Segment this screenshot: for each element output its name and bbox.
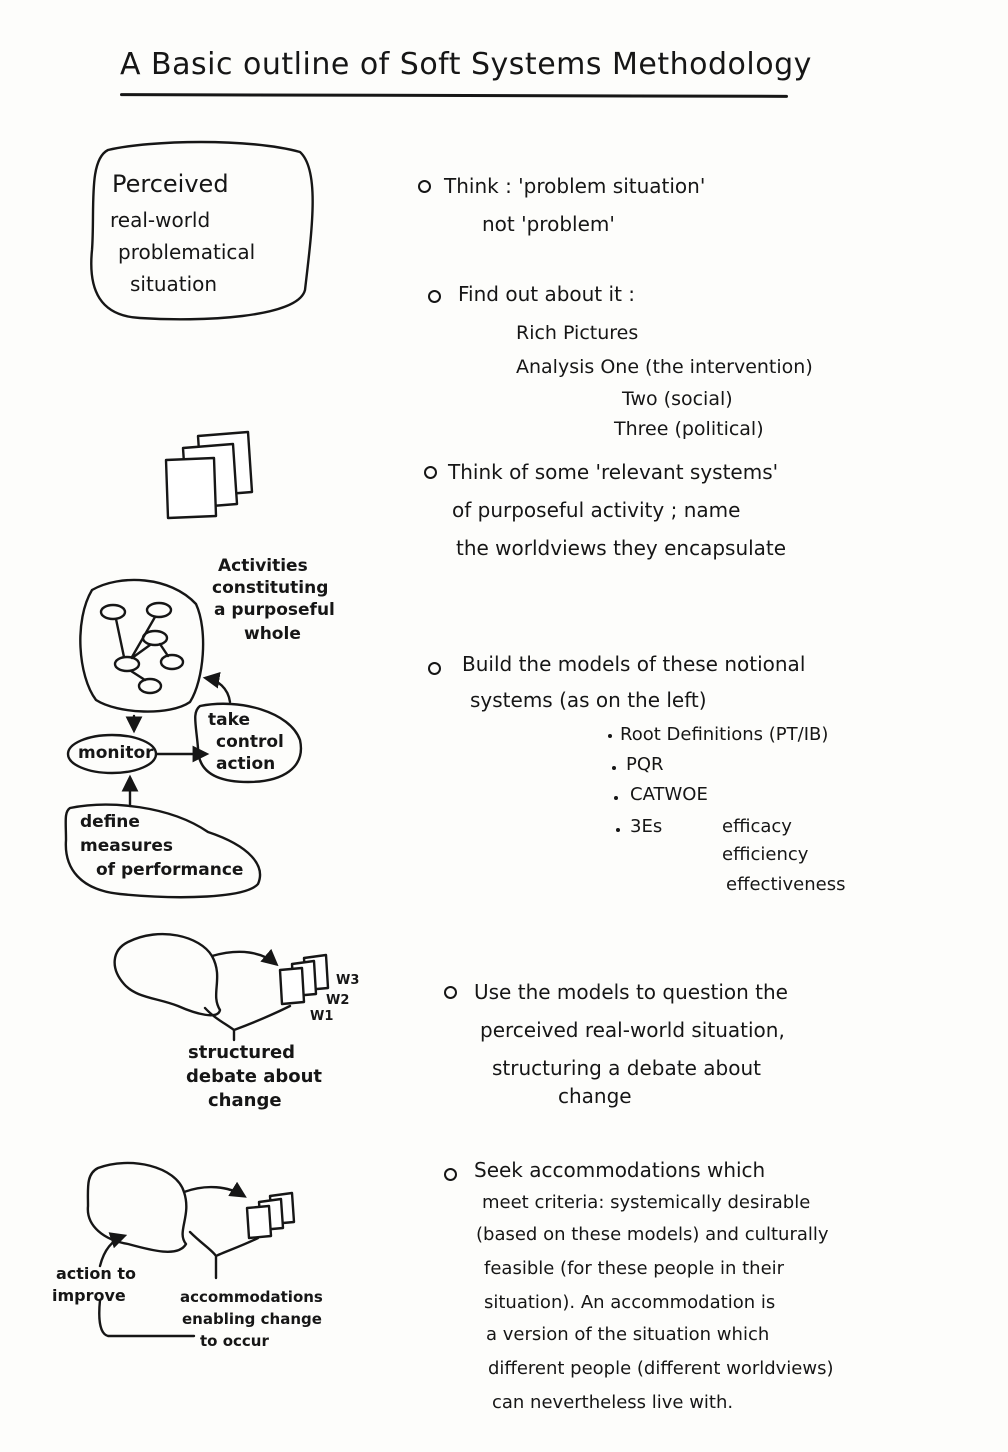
step4-line-2: systems (as on the left) — [470, 688, 707, 712]
step2-heading: Find out about it : — [458, 282, 636, 306]
step3-bullet — [424, 466, 437, 479]
step6-line-5: situation). An accommodation is — [484, 1292, 776, 1313]
step2-bullet — [428, 290, 441, 303]
action-caption-1: action to — [56, 1264, 137, 1283]
define-measures-label-2: measures — [80, 836, 173, 856]
action-caption-2: improve — [52, 1286, 126, 1305]
accommodation-models-pages-icon — [247, 1193, 294, 1238]
activities-caption-3: a purposeful — [214, 600, 335, 620]
step4-line-1: Build the models of these notional — [462, 652, 806, 676]
debate-caption-1: structured — [188, 1042, 296, 1063]
step4-dot-2 — [612, 766, 616, 770]
step2-item-rich-pictures: Rich Pictures — [516, 322, 639, 344]
step4-dot-1 — [608, 734, 612, 738]
situation-label-3: problematical — [118, 240, 256, 264]
page-title: A Basic outline of Soft Systems Methodology — [120, 47, 812, 82]
step4-bullet — [428, 662, 441, 675]
accommodation-situation-blob — [88, 1163, 186, 1252]
situation-label-4: situation — [130, 272, 218, 296]
step4-item-pqr: PQR — [626, 754, 664, 775]
step3-line-2: of purposeful activity ; name — [452, 498, 741, 522]
step6-line-6: a version of the situation which — [486, 1324, 770, 1345]
debate-situation-blob — [115, 934, 220, 1015]
step6-line-4: feasible (for these people in their — [484, 1258, 785, 1279]
step1-bullet — [418, 180, 431, 193]
accommodations-caption-1: accommodations — [180, 1288, 323, 1306]
step6-line-1: Seek accommodations which — [474, 1158, 766, 1182]
accommodations-caption-3: to occur — [200, 1332, 269, 1350]
step4-item-catwoe: CATWOE — [630, 784, 708, 805]
define-measures-label-3: of performance — [96, 860, 244, 880]
activities-caption-2: constituting — [212, 578, 329, 598]
step6-line-7: different people (different worldviews) — [488, 1358, 834, 1379]
step1-line-1: Think : 'problem situation' — [444, 174, 706, 198]
step1-line-2: not 'problem' — [482, 212, 615, 236]
step4-3es-efficacy: efficacy — [722, 816, 792, 837]
relevant-systems-pages-icon — [166, 432, 252, 518]
accommodations-caption-2: enabling change — [182, 1310, 322, 1328]
step2-item-two: Two (social) — [622, 388, 733, 410]
take-control-label-1: take — [208, 710, 250, 730]
step4-item-3es: 3Es — [630, 816, 663, 837]
activities-caption-4: whole — [244, 624, 301, 644]
step5-line-3: structuring a debate about — [492, 1056, 761, 1080]
step2-item-analysis-one: Analysis One (the intervention) — [516, 356, 813, 378]
situation-label-2: real-world — [110, 208, 211, 232]
step3-line-1: Think of some 'relevant systems' — [448, 460, 779, 484]
step5-line-4: change — [558, 1084, 632, 1108]
debate-caption-3: change — [208, 1090, 282, 1111]
activity-nodes-icon — [101, 603, 183, 693]
worldview-label-w3: W3 — [336, 973, 360, 988]
step4-dot-3 — [614, 796, 618, 800]
step6-line-3: (based on these models) and culturally — [476, 1224, 829, 1245]
step5-line-2: perceived real-world situation, — [480, 1018, 785, 1042]
step6-line-8: can nevertheless live with. — [492, 1392, 734, 1413]
take-control-label-2: control — [216, 732, 284, 752]
monitor-label: monitor — [78, 743, 154, 763]
step5-bullet — [444, 986, 457, 999]
worldview-label-w2: W2 — [326, 993, 350, 1008]
step4-item-root-definitions: Root Definitions (PT/IB) — [620, 724, 829, 745]
step6-bullet — [444, 1168, 457, 1181]
step4-dot-4 — [616, 828, 620, 832]
situation-label-1: Perceived — [112, 170, 229, 198]
step4-3es-effectiveness: effectiveness — [726, 874, 846, 895]
take-control-label-3: action — [216, 754, 276, 774]
step5-line-1: Use the models to question the — [474, 980, 788, 1004]
step2-item-three: Three (political) — [614, 418, 764, 440]
step3-line-3: the worldviews they encapsulate — [456, 536, 787, 560]
activities-caption-1: Activities — [218, 556, 308, 576]
debate-caption-2: debate about — [186, 1066, 323, 1087]
step6-line-2: meet criteria: systemically desirable — [482, 1192, 811, 1213]
debate-models-pages-icon — [280, 955, 328, 1004]
define-measures-label-1: define — [80, 812, 140, 832]
step4-3es-efficiency: efficiency — [722, 844, 809, 865]
worldview-label-w1: W1 — [310, 1009, 334, 1024]
